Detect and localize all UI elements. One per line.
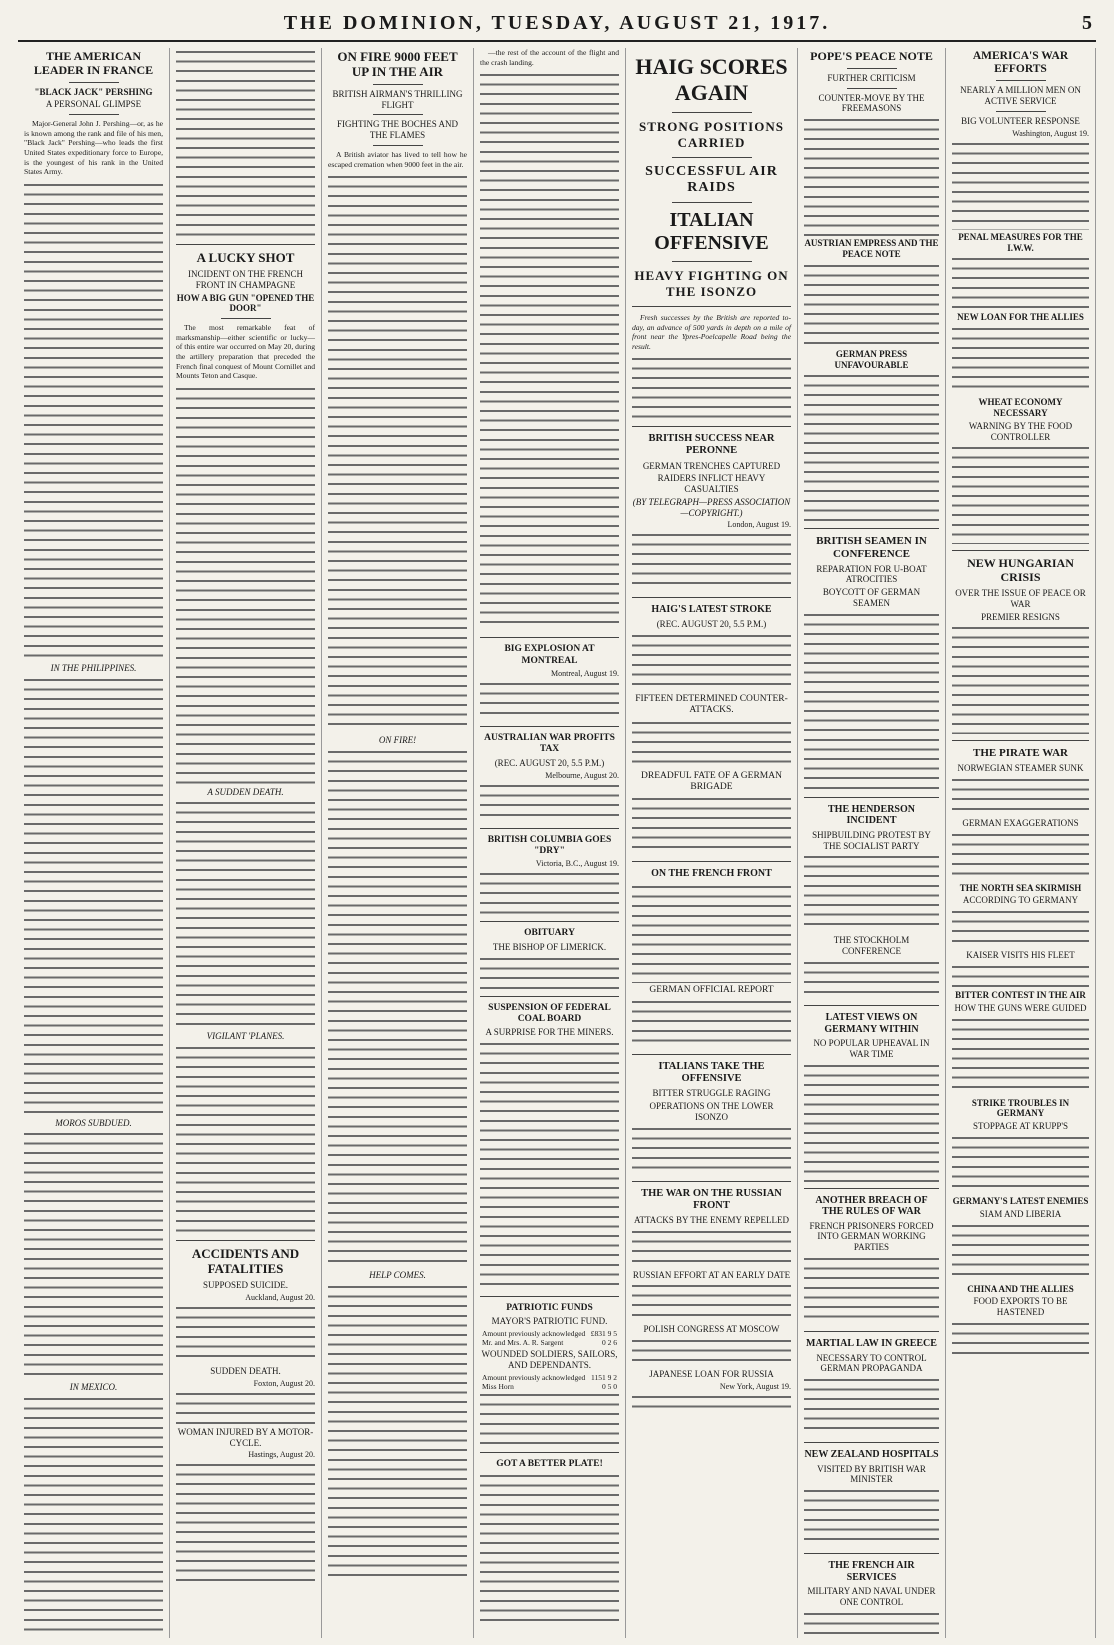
banner-italian-offensive: ITALIAN OFFENSIVE xyxy=(654,209,769,254)
subhead-suicide: SUPPOSED SUICIDE. xyxy=(202,1280,289,1291)
subhead-criticism: FURTHER CRITICISM xyxy=(827,72,916,83)
article-lead: A British aviator has lived to tell how he escaped cremation when 9000 feet in the air. xyxy=(328,150,467,169)
headline-coal-board: SUSPENSION OF FEDERAL COAL BOARD xyxy=(488,1002,611,1024)
subhead-wounded-soldiers: WOUNDED SOLDIERS, SAILORS, AND DEPENDANTS. xyxy=(481,1349,618,1371)
headline-accidents: ACCIDENTS AND FATALITIES xyxy=(191,1246,300,1277)
subhead-personal-glimpse: A PERSONAL GLIMPSE xyxy=(45,99,142,110)
article-text-block xyxy=(952,140,1089,230)
subhead-rec: (REC. AUGUST 20, 5.5 P.M.) xyxy=(656,618,767,629)
headline-north-sea: THE NORTH SEA SKIRMISH xyxy=(959,882,1082,893)
table-row xyxy=(480,1373,619,1382)
article-text-block xyxy=(804,1610,939,1638)
subhead-peace-or-war: OVER THE ISSUE OF PEACE OR WAR xyxy=(955,588,1086,609)
column-6 xyxy=(798,48,946,1638)
divider xyxy=(632,597,791,598)
headline-german-report: GERMAN OFFICIAL REPORT xyxy=(649,984,774,995)
table-row xyxy=(480,1329,619,1338)
divider xyxy=(804,528,939,529)
article-text-block xyxy=(480,955,619,990)
subhead-big-gun: HOW A BIG GUN "OPENED THE DOOR" xyxy=(176,292,315,314)
funds-table-1 xyxy=(480,1329,619,1347)
subhead-attacks-repelled: ATTACKS BY THE ENEMY REPELLED xyxy=(634,1214,789,1225)
subhead-guns-guided: HOW THE GUNS WERE GUIDED xyxy=(954,1002,1087,1013)
article-text-block xyxy=(952,1016,1089,1096)
headline-american-leader: THE AMERICAN LEADER IN FRANCE xyxy=(33,49,154,77)
divider xyxy=(480,637,619,638)
column-7 xyxy=(946,48,1096,1638)
article-text-block xyxy=(804,116,939,236)
divider xyxy=(804,1331,939,1332)
headline-strike: STRIKE TROUBLES IN GERMANY xyxy=(971,1097,1070,1119)
divider xyxy=(952,550,1089,551)
article-text-block xyxy=(632,719,791,769)
dateline-new-york: New York, August 19. xyxy=(719,1382,791,1392)
article-text-block xyxy=(480,870,619,915)
headline-iww: PENAL MEASURES FOR THE I.W.W. xyxy=(958,231,1083,253)
headline-martial-law: MARTIAL LAW IN GREECE xyxy=(806,1338,937,1350)
article-text-block xyxy=(176,1044,315,1234)
divider xyxy=(480,996,619,997)
headline-peace-note: POPE'S PEACE NOTE xyxy=(810,49,933,63)
headline-french-air: THE FRENCH AIR SERVICES xyxy=(828,1560,915,1583)
banner-haig-scores: HAIG SCORES AGAIN xyxy=(635,54,788,105)
headline-obituary: OBITUARY xyxy=(524,928,575,939)
divider xyxy=(672,112,752,113)
divider xyxy=(69,114,119,115)
headline-russian-effort: RUSSIAN EFFORT AT AN EARLY DATE xyxy=(632,1269,791,1280)
fund-label: Mr. and Mrs. A. R. Sargent xyxy=(482,1338,564,1348)
fund-amount: 0 5 0 xyxy=(602,1381,617,1391)
article-text-block xyxy=(632,1282,791,1322)
headline-nz-hospitals: NEW ZEALAND HOSPITALS xyxy=(804,1449,939,1461)
subhead-airman: BRITISH AIRMAN'S THRILLING FLIGHT xyxy=(332,88,463,110)
divider xyxy=(373,114,423,115)
article-text-block xyxy=(632,1228,791,1268)
article-text-block xyxy=(804,853,939,933)
headline-stockholm: THE STOCKHOLM CONFERENCE xyxy=(833,935,910,957)
article-text-block xyxy=(632,1393,791,1413)
subhead-limerick: THE BISHOP OF LIMERICK. xyxy=(492,941,607,952)
headline-rules-of-war: ANOTHER BREACH OF THE RULES OF WAR xyxy=(815,1194,928,1218)
article-text-block xyxy=(24,676,163,1116)
divider xyxy=(221,318,271,319)
subhead-propaganda: NECESSARY TO CONTROL GERMAN PROPAGANDA xyxy=(816,1352,927,1374)
article-text-block xyxy=(176,48,315,238)
headline-exaggerations: GERMAN EXAGGERATIONS xyxy=(962,817,1079,828)
headline-henderson: THE HENDERSON INCIDENT xyxy=(828,803,915,827)
fund-label: Amount previously acknowledged xyxy=(482,1372,586,1382)
article-text-block xyxy=(480,71,619,631)
dateline-foxton: Foxton, August 20. xyxy=(253,1378,315,1388)
article-text-block xyxy=(952,776,1089,816)
divider xyxy=(480,1296,619,1297)
divider xyxy=(672,202,752,203)
section-vigilant-planes: VIGILANT 'PLANES. xyxy=(206,1031,285,1042)
headline-lucky-shot: A LUCKY SHOT xyxy=(196,250,295,265)
table-row xyxy=(480,1338,619,1347)
fund-label: Miss Horn xyxy=(482,1381,514,1391)
divider xyxy=(632,306,791,307)
masthead xyxy=(18,6,1096,42)
article-text-block xyxy=(176,385,315,785)
dateline-washington: Washington, August 19. xyxy=(1012,128,1089,138)
headline-austrian-empress: AUSTRIAN EMPRESS AND THE PEACE NOTE xyxy=(804,238,939,259)
headline-german-press: GERMAN PRESS UNFAVOURABLE xyxy=(834,348,909,370)
subhead-rec: (REC. AUGUST 20, 5.5 P.M.) xyxy=(494,757,605,768)
article-text-block xyxy=(804,1376,939,1436)
divider xyxy=(672,157,752,158)
divider xyxy=(804,1005,939,1006)
subhead-according-germany: ACCORDING TO GERMANY xyxy=(962,895,1079,906)
subhead-siam-liberia: SIAM AND LIBERIA xyxy=(979,1208,1062,1219)
fund-amount: 1151 9 2 xyxy=(591,1372,617,1382)
article-text-block xyxy=(952,444,1089,544)
headline-americas-efforts: AMERICA'S WAR EFFORTS xyxy=(972,50,1069,76)
subhead-mayors-fund: MAYOR'S PATRIOTIC FUND. xyxy=(491,1316,608,1327)
article-text-block xyxy=(480,782,619,822)
headline-wheat: WHEAT ECONOMY NECESSARY xyxy=(978,397,1063,419)
subhead-war-minister: VISITED BY BRITISH WAR MINISTER xyxy=(817,1463,926,1485)
headline-montreal: BIG EXPLOSION AT MONTREAL xyxy=(504,644,595,666)
column-2 xyxy=(170,48,322,1638)
article-text-block xyxy=(176,1390,315,1425)
subhead-food-exports: FOOD EXPORTS TO BE HASTENED xyxy=(973,1296,1068,1318)
subhead-sudden-death: SUDDEN DEATH. xyxy=(210,1365,281,1376)
headline-pirate-war: THE PIRATE WAR xyxy=(973,747,1068,760)
article-lead: Major-General John J. Pershing—or, as he is known among the rank and file of his men, "Black Jack" Pershing—who leads the first United States expeditionary force to Europe, is the youngest of his rank in the United States Army. xyxy=(24,119,163,177)
divider xyxy=(632,861,791,862)
headline-kaiser: KAISER VISITS HIS FLEET xyxy=(966,950,1075,961)
section-help-comes: HELP COMES. xyxy=(369,1270,426,1281)
headline-better-plate: GOT A BETTER PLATE! xyxy=(496,1458,603,1469)
subhead-motor-cycle: WOMAN INJURED BY A MOTOR-CYCLE. xyxy=(177,1426,314,1448)
divider xyxy=(632,426,791,427)
subhead-premier-resigns: PREMIER RESIGNS xyxy=(981,611,1060,622)
article-text-block xyxy=(952,325,1089,395)
headline-british-seamen: BRITISH SEAMEN IN CONFERENCE xyxy=(816,535,927,561)
divider xyxy=(373,84,423,85)
article-text-block xyxy=(328,1283,467,1583)
dateline-london: London, August 19. xyxy=(727,520,791,530)
divider xyxy=(480,1452,619,1453)
article-text-block xyxy=(176,1304,315,1364)
subhead-french-prisoners: FRENCH PRISONERS FORCED INTO GERMAN WORKING PARTIES xyxy=(809,1220,934,1253)
divider xyxy=(632,1054,791,1055)
divider xyxy=(373,145,423,146)
headline-columbia-dry: BRITISH COLUMBIA GOES "DRY" xyxy=(487,834,612,856)
article-text-block xyxy=(804,611,939,791)
subhead-trenches: GERMAN TRENCHES CAPTURED xyxy=(642,460,781,471)
section-sudden-death: A SUDDEN DEATH. xyxy=(207,786,284,797)
newspaper-title: THE DOMINION, TUESDAY, AUGUST 21, 1917. xyxy=(283,12,831,34)
divider xyxy=(804,1553,939,1554)
fund-amount: 0 2 6 xyxy=(602,1338,617,1348)
subhead-krupps: STOPPAGE AT KRUPP'S xyxy=(972,1121,1068,1132)
page-number: 5 xyxy=(1082,12,1092,34)
article-text-block xyxy=(952,908,1089,948)
headline-russian-front: THE WAR ON THE RUSSIAN FRONT xyxy=(641,1187,782,1211)
article-text-block xyxy=(24,1395,163,1638)
subhead-struggle: BITTER STRUGGLE RAGING xyxy=(652,1088,771,1099)
divider xyxy=(804,797,939,798)
section-philippines: IN THE PHILIPPINES. xyxy=(50,662,137,673)
divider xyxy=(952,740,1089,741)
divider xyxy=(480,726,619,727)
article-text-block xyxy=(480,1391,619,1446)
column-3 xyxy=(322,48,474,1638)
article-text-block xyxy=(952,831,1089,881)
headline-china: CHINA AND THE ALLIES xyxy=(967,1283,1074,1294)
headline-latest-enemies: GERMANY'S LATEST ENEMIES xyxy=(952,1196,1089,1206)
article-text-block xyxy=(480,680,619,720)
article-text-block xyxy=(952,1222,1089,1282)
article-text-block xyxy=(632,1337,791,1367)
headline-french-front: ON THE FRENCH FRONT xyxy=(651,868,772,880)
article-intro: Fresh successes by the British are reported to-day, an advance of 500 yards in depth on a mile of front near the Ypres-Poelcapelle Road being the result. xyxy=(632,313,791,351)
article-text-block xyxy=(480,1472,619,1622)
subhead-miners: A SURPRISE FOR THE MINERS. xyxy=(485,1027,614,1038)
headline-hungarian-crisis: NEW HUNGARIAN CRISIS xyxy=(967,556,1074,585)
article-text-block xyxy=(804,372,939,522)
divider xyxy=(480,828,619,829)
article-text-block xyxy=(632,998,791,1048)
article-text-block xyxy=(632,355,791,420)
article-text-block xyxy=(804,1062,939,1182)
article-text-block xyxy=(480,1040,619,1290)
article-text-block xyxy=(176,1461,315,1581)
fund-amount: £831 9 5 xyxy=(590,1329,617,1339)
headline-polish-congress: POLISH CONGRESS AT MOSCOW xyxy=(643,1324,780,1335)
column-1 xyxy=(18,48,170,1638)
subhead-freemasons: COUNTER-MOVE BY THE FREEMASONS xyxy=(818,92,925,114)
divider xyxy=(69,82,119,83)
headline-japanese-loan: JAPANESE LOAN FOR RUSSIA xyxy=(649,1369,774,1380)
divider xyxy=(847,88,897,89)
divider xyxy=(672,261,752,262)
subhead-champagne: INCIDENT ON THE FRENCH FRONT IN CHAMPAGNE xyxy=(188,268,303,290)
divider xyxy=(176,1240,315,1241)
headline-bitter-contest: BITTER CONTEST IN THE AIR xyxy=(955,990,1086,1001)
article-text-block xyxy=(632,632,791,692)
fund-label: Amount previously acknowledged xyxy=(482,1329,586,1339)
section-moros: MOROS SUBDUED. xyxy=(55,1117,132,1128)
headline-war-profits-tax: AUSTRALIAN WAR PROFITS TAX xyxy=(484,732,615,755)
divider xyxy=(996,111,1046,112)
column-5 xyxy=(626,48,798,1638)
subhead-raiders: RAIDERS INFLICT HEAVY CASUALTIES xyxy=(657,473,766,495)
article-text-block xyxy=(328,748,467,1268)
headline-latest-views: LATEST VIEWS ON GERMANY WITHIN xyxy=(824,1012,919,1035)
dateline-montreal: Montreal, August 19. xyxy=(551,668,619,678)
article-text-block xyxy=(632,1125,791,1175)
divider xyxy=(996,80,1046,81)
subhead-norwegian-steamer: NORWEGIAN STEAMER SUNK xyxy=(957,763,1084,774)
banner-isonzo: HEAVY FIGHTING ON THE ISONZO xyxy=(634,268,789,299)
article-text-block xyxy=(804,959,939,999)
article-text-block xyxy=(952,963,1089,988)
article-text-block xyxy=(804,262,939,347)
article-lead: The most remarkable feat of marksmanship—either scientific or lucky—of this entire war occurred on May 20, during the artillery preparation that preceded the French final conquest of Mount Cornillet and Mounts Teton and Casque. xyxy=(176,323,315,381)
article-text-block xyxy=(952,255,1089,310)
article-text-block xyxy=(176,799,315,1029)
article-continued: —the rest of the account of the flight and the crash landing. xyxy=(480,48,619,67)
divider xyxy=(804,1188,939,1189)
headline-counter-attacks: FIFTEEN DETERMINED COUNTER-ATTACKS. xyxy=(635,693,788,716)
headline-italians: ITALIANS TAKE THE OFFENSIVE xyxy=(658,1061,765,1085)
article-text-block xyxy=(952,1134,1089,1194)
article-text-block xyxy=(952,1320,1089,1360)
banner-strong-positions: STRONG POSITIONS CARRIED xyxy=(639,119,784,150)
subhead-reparation: REPARATION FOR U-BOAT ATROCITIES xyxy=(816,563,927,585)
article-text-block xyxy=(632,795,791,855)
subhead-black-jack: "BLACK JACK" PERSHING xyxy=(34,86,153,97)
divider xyxy=(804,1442,939,1443)
dateline-auckland: Auckland, August 20. xyxy=(245,1292,315,1302)
headline-patriotic-funds: PATRIOTIC FUNDS xyxy=(506,1303,593,1314)
telegraph-credit: (BY TELEGRAPH—PRESS ASSOCIATION—COPYRIGHT.) xyxy=(632,496,791,518)
subhead-socialist-party: SHIPBUILDING PROTEST BY THE SOCIALIST PARTY xyxy=(812,829,931,851)
subhead-boches: FIGHTING THE BOCHES AND THE FLAMES xyxy=(336,119,459,141)
article-text-block xyxy=(24,1130,163,1380)
subhead-one-control: MILITARY AND NAVAL UNDER ONE CONTROL xyxy=(807,1586,936,1607)
article-text-block xyxy=(804,1255,939,1325)
table-row xyxy=(480,1382,619,1391)
subhead-million-men: NEARLY A MILLION MEN ON ACTIVE SERVICE xyxy=(960,85,1081,107)
column-4 xyxy=(474,48,626,1638)
banner-air-raids: SUCCESSFUL AIR RAIDS xyxy=(645,164,778,195)
subhead-boycott: BOYCOTT OF GERMAN SEAMEN xyxy=(822,587,921,609)
divider xyxy=(632,1181,791,1182)
headline-peronne: BRITISH SUCCESS NEAR PERONNE xyxy=(648,433,775,457)
divider xyxy=(176,244,315,245)
funds-table-2 xyxy=(480,1373,619,1391)
article-text-block xyxy=(328,173,467,733)
section-on-fire: ON FIRE! xyxy=(378,735,417,746)
headline-haig-stroke: HAIG'S LATEST STROKE xyxy=(651,604,772,616)
dateline-melbourne: Melbourne, August 20. xyxy=(545,770,619,780)
headline-on-fire: ON FIRE 9000 FEET UP IN THE AIR xyxy=(337,49,458,79)
headline-german-brigade: DREADFUL FATE OF A GERMAN BRIGADE xyxy=(641,770,782,792)
dateline-victoria: Victoria, B.C., August 19. xyxy=(535,859,619,869)
article-text-block xyxy=(632,531,791,591)
divider xyxy=(847,68,897,69)
subhead-lower-isonzo: OPERATIONS ON THE LOWER ISONZO xyxy=(649,1101,774,1122)
article-text-block xyxy=(804,1487,939,1547)
article-text-block xyxy=(632,883,791,983)
section-mexico: IN MEXICO. xyxy=(69,1382,118,1393)
dateline-hastings: Hastings, August 20. xyxy=(248,1450,315,1460)
article-text-block xyxy=(952,624,1089,734)
subhead-volunteer: BIG VOLUNTEER RESPONSE xyxy=(961,116,1080,127)
headline-new-loan: NEW LOAN FOR THE ALLIES xyxy=(957,312,1084,323)
divider xyxy=(480,921,619,922)
article-text-block xyxy=(24,181,163,661)
subhead-food-controller: WARNING BY THE FOOD CONTROLLER xyxy=(968,420,1073,442)
subhead-no-upheaval: NO POPULAR UPHEAVAL IN WAR TIME xyxy=(813,1038,930,1059)
